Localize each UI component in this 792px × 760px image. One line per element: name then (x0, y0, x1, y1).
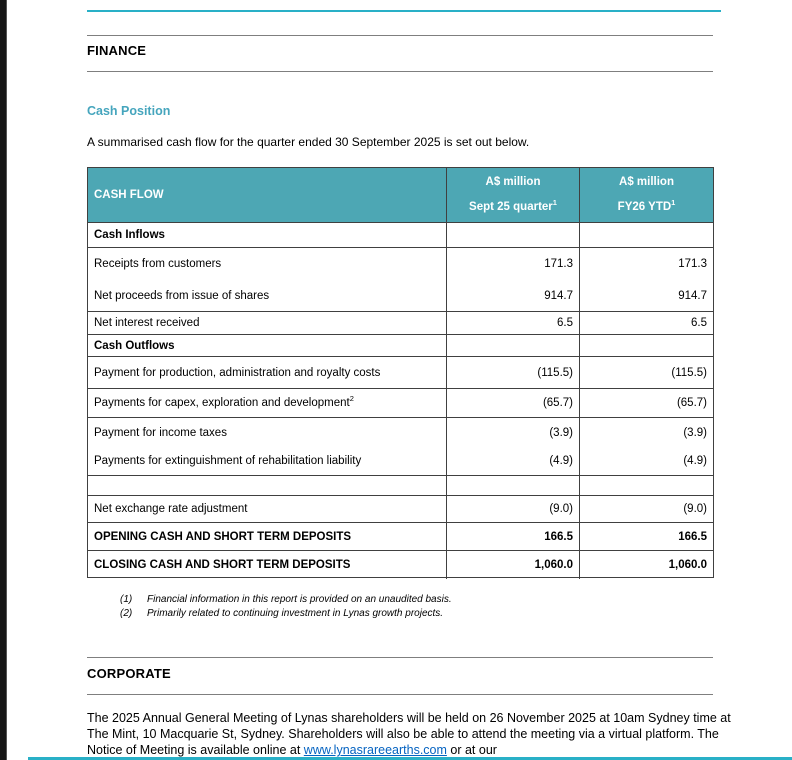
table-body (88, 223, 713, 579)
table-header-cashflow: CASH FLOW (94, 189, 164, 201)
corporate-section-heading: CORPORATE (87, 666, 171, 681)
row-label: Payment for income taxes (94, 426, 227, 439)
row-label (88, 476, 446, 495)
row-value-sept25-quarter: (9.0) (446, 496, 579, 522)
paragraph-text: via a virtual platform. The Notice of Meeting is available online at (87, 727, 719, 757)
corporate-paragraph (87, 710, 737, 758)
row-label: OPENING CASH AND SHORT TERM DEPOSITS (94, 530, 352, 543)
finance-rule-bottom (87, 71, 713, 72)
footnote (120, 607, 452, 621)
table-row (88, 312, 713, 335)
table-header-row (88, 168, 713, 223)
table-header-sept25-quarter (446, 168, 579, 222)
lynas-website-link[interactable]: www.lynasrareearths.com (303, 743, 447, 757)
table-row (88, 248, 713, 280)
row-label: Net exchange rate adjustment (94, 503, 248, 515)
paragraph-text: or at our (446, 743, 497, 757)
row-value-sept25-quarter (446, 223, 579, 247)
table-header-fy26-ytd (579, 168, 713, 222)
table-row (88, 496, 713, 523)
top-accent-rule (87, 10, 721, 12)
row-value-fy26-ytd (579, 476, 713, 495)
row-value-sept25-quarter: 166.5 (446, 523, 579, 550)
row-value-fy26-ytd: (9.0) (579, 496, 713, 522)
cash-position-heading: Cash Position (87, 104, 171, 118)
footnote-marker: (2) (120, 608, 133, 619)
header-period-label: Sept 25 quarter$^1$ (469, 198, 557, 213)
table-row (88, 551, 713, 579)
finance-section-heading: FINANCE (87, 43, 147, 58)
table-row (88, 447, 713, 476)
table-row (88, 523, 713, 551)
footnotes (120, 593, 452, 621)
corporate-rule-bottom (87, 694, 713, 695)
table-row (88, 335, 713, 357)
row-label: Cash Outflows (94, 339, 175, 352)
row-value-fy26-ytd: (4.9) (579, 447, 713, 475)
table-row (88, 357, 713, 389)
row-label: Payment for production, administration and royalty costs (94, 366, 381, 379)
row-label: CLOSING CASH AND SHORT TERM DEPOSITS (94, 559, 351, 571)
corporate-rule-top (87, 657, 713, 658)
intro-text: A summarised cash flow for the quarter ended 30 September 2025 is set out below. (87, 135, 530, 149)
row-label: Payments for capex, exploration and development$^2$ (94, 394, 354, 409)
row-value-fy26-ytd: (115.5) (579, 357, 713, 388)
finance-rule-top (87, 35, 713, 36)
row-value-sept25-quarter: 914.7 (446, 280, 579, 311)
cash-flow-table (87, 167, 714, 578)
row-value-sept25-quarter: (3.9) (446, 418, 579, 447)
row-label: Cash Inflows (94, 229, 165, 241)
row-label: Net interest received (94, 317, 200, 329)
table-row (88, 418, 713, 447)
row-label: Net proceeds from issue of shares (94, 289, 270, 302)
footnote-text: Primarily related to continuing investment in Lynas growth projects. (147, 608, 444, 619)
page-left-edge (0, 0, 7, 760)
row-label: Receipts from customers (94, 258, 222, 270)
footnote-marker: (1) (120, 594, 133, 605)
row-value-fy26-ytd: 166.5 (579, 523, 713, 550)
row-value-fy26-ytd: 1,060.0 (579, 551, 713, 579)
row-value-sept25-quarter: 171.3 (446, 248, 579, 280)
row-value-sept25-quarter (446, 476, 579, 495)
table-row (88, 223, 713, 248)
row-value-sept25-quarter: (4.9) (446, 447, 579, 475)
footnote-text: Financial information in this report is provided on an unaudited basis. (147, 594, 452, 605)
table-row-empty (88, 476, 713, 496)
row-value-fy26-ytd (579, 335, 713, 356)
row-label: Payments for extinguishment of rehabilitation liability (94, 455, 362, 467)
row-value-sept25-quarter (446, 335, 579, 356)
paragraph-text: The 2025 Annual General Meeting of Lynas shareholders will be held on 26 November 2025 at 10am (87, 711, 645, 725)
row-value-fy26-ytd: 171.3 (579, 248, 713, 280)
row-value-fy26-ytd: 914.7 (579, 280, 713, 311)
header-unit-label: A$ million (485, 176, 541, 188)
row-value-fy26-ytd: 6.5 (579, 312, 713, 334)
header-period-label: FY26 YTD$^1$ (617, 198, 676, 213)
table-row (88, 280, 713, 312)
row-value-sept25-quarter: 6.5 (446, 312, 579, 334)
row-value-sept25-quarter: (115.5) (446, 357, 579, 388)
row-value-fy26-ytd: (65.7) (579, 389, 713, 417)
row-value-sept25-quarter: (65.7) (446, 389, 579, 417)
row-value-sept25-quarter: 1,060.0 (446, 551, 579, 579)
row-value-fy26-ytd (579, 223, 713, 247)
paragraph-text: Sydney time at The Mint, 10 Macquarie St, Sydney. Shareholders will also be able to attend the meeting (87, 711, 731, 741)
table-row (88, 389, 713, 418)
header-unit-label: A$ million (619, 176, 674, 188)
footnote (120, 593, 452, 607)
row-value-fy26-ytd: (3.9) (579, 418, 713, 447)
